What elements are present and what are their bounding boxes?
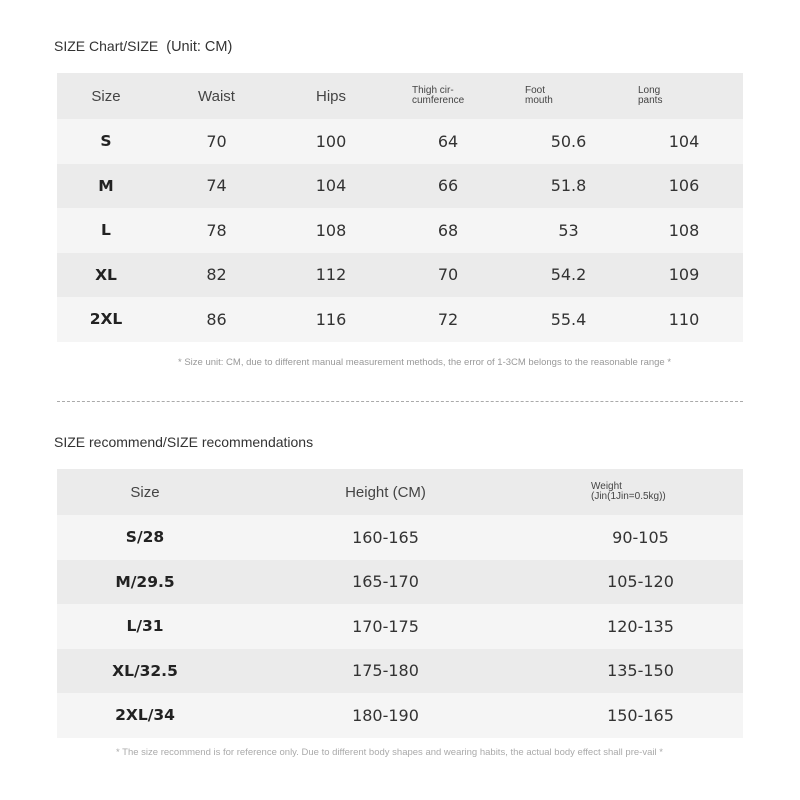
size-recommend-value-cell: 165-170 [233, 560, 538, 605]
size-recommend-header-cell: Height (CM) [233, 469, 538, 515]
size-chart-value-cell: 72 [384, 297, 512, 342]
size-recommend-value-cell: 150-165 [538, 693, 743, 738]
size-chart-value-cell: 78 [155, 208, 278, 253]
size-recommend-size-cell: M/29.5 [57, 560, 233, 605]
size-chart-value-cell: 108 [278, 208, 384, 253]
size-chart-value-cell: 53 [512, 208, 625, 253]
size-recommend-value-cell: 170-175 [233, 604, 538, 649]
size-chart-row [57, 164, 743, 209]
size-chart-value-cell: 74 [155, 164, 278, 209]
size-chart-value-cell: 68 [384, 208, 512, 253]
size-recommend-row [57, 649, 743, 694]
size-chart-value-cell: 50.6 [512, 119, 625, 164]
size-chart-value-cell: 51.8 [512, 164, 625, 209]
size-chart-row [57, 297, 743, 342]
size-recommend-table [57, 469, 743, 738]
size-chart-value-cell: 64 [384, 119, 512, 164]
size-recommend-header-cell: Size [57, 469, 233, 515]
size-recommend-row [57, 604, 743, 649]
size-recommend-value-cell: 180-190 [233, 693, 538, 738]
size-recommend-size-cell: L/31 [57, 604, 233, 649]
size-recommend-header-row [57, 469, 743, 515]
size-chart-value-cell: 110 [625, 297, 743, 342]
size-chart-header-cell: Thigh cir- cumference [384, 73, 512, 119]
size-recommend-value-cell: 120-135 [538, 604, 743, 649]
size-recommend-value-cell: 175-180 [233, 649, 538, 694]
size-chart-value-cell: 109 [625, 253, 743, 298]
size-recommend-size-cell: S/28 [57, 515, 233, 560]
size-chart-value-cell: 86 [155, 297, 278, 342]
size-chart-value-cell: 108 [625, 208, 743, 253]
size-chart-size-cell: S [57, 119, 155, 164]
size-recommend-value-cell: 135-150 [538, 649, 743, 694]
size-chart-header-cell: Long pants [625, 73, 743, 119]
size-chart-header-cell: Size [57, 73, 155, 119]
size-chart-value-cell: 70 [155, 119, 278, 164]
section-divider [57, 401, 743, 402]
size-chart-size-cell: M [57, 164, 155, 209]
size-chart-row [57, 119, 743, 164]
size-chart-value-cell: 66 [384, 164, 512, 209]
size-chart-value-cell: 54.2 [512, 253, 625, 298]
size-recommend-note: * The size recommend is for reference only. Due to different body shapes and wearing habits, the actual body effect shall pre-vail * [116, 747, 663, 758]
size-chart-value-cell: 104 [625, 119, 743, 164]
size-chart-row [57, 253, 743, 298]
size-chart-value-cell: 116 [278, 297, 384, 342]
size-chart-size-cell: XL [57, 253, 155, 298]
size-chart-table [57, 73, 743, 342]
size-chart-value-cell: 112 [278, 253, 384, 298]
size-chart-value-cell: 100 [278, 119, 384, 164]
size-chart-value-cell: 55.4 [512, 297, 625, 342]
size-chart-header-cell: Hips [278, 73, 384, 119]
size-chart-value-cell: 104 [278, 164, 384, 209]
size-chart-note: * Size unit: CM, due to different manual measurement methods, the error of 1-3CM belongs to the reasonable range * [178, 357, 672, 368]
size-recommend-row [57, 515, 743, 560]
size-chart-header-row [57, 73, 743, 119]
size-chart-header-cell: Foot mouth [512, 73, 625, 119]
size-recommend-header-cell: Weight (Jin(1Jin=0.5kg)) [538, 469, 743, 515]
size-chart-unit: (Unit: CM) [166, 39, 233, 55]
size-recommend-value-cell: 105-120 [538, 560, 743, 605]
size-chart-size-cell: 2XL [57, 297, 155, 342]
size-recommend-size-cell: XL/32.5 [57, 649, 233, 694]
size-chart-value-cell: 106 [625, 164, 743, 209]
size-recommend-title: SIZE recommend/SIZE recommendations [54, 434, 314, 450]
size-chart-row [57, 208, 743, 253]
size-chart-value-cell: 70 [384, 253, 512, 298]
size-recommend-row [57, 693, 743, 738]
size-chart-title-text: SIZE Chart/SIZE [54, 38, 159, 54]
size-recommend-size-cell: 2XL/34 [57, 693, 233, 738]
size-recommend-value-cell: 160-165 [233, 515, 538, 560]
size-chart-title [54, 38, 232, 55]
size-recommend-value-cell: 90-105 [538, 515, 743, 560]
size-chart-value-cell: 82 [155, 253, 278, 298]
size-chart-header-cell: Waist [155, 73, 278, 119]
size-chart-size-cell: L [57, 208, 155, 253]
size-recommend-row [57, 560, 743, 605]
